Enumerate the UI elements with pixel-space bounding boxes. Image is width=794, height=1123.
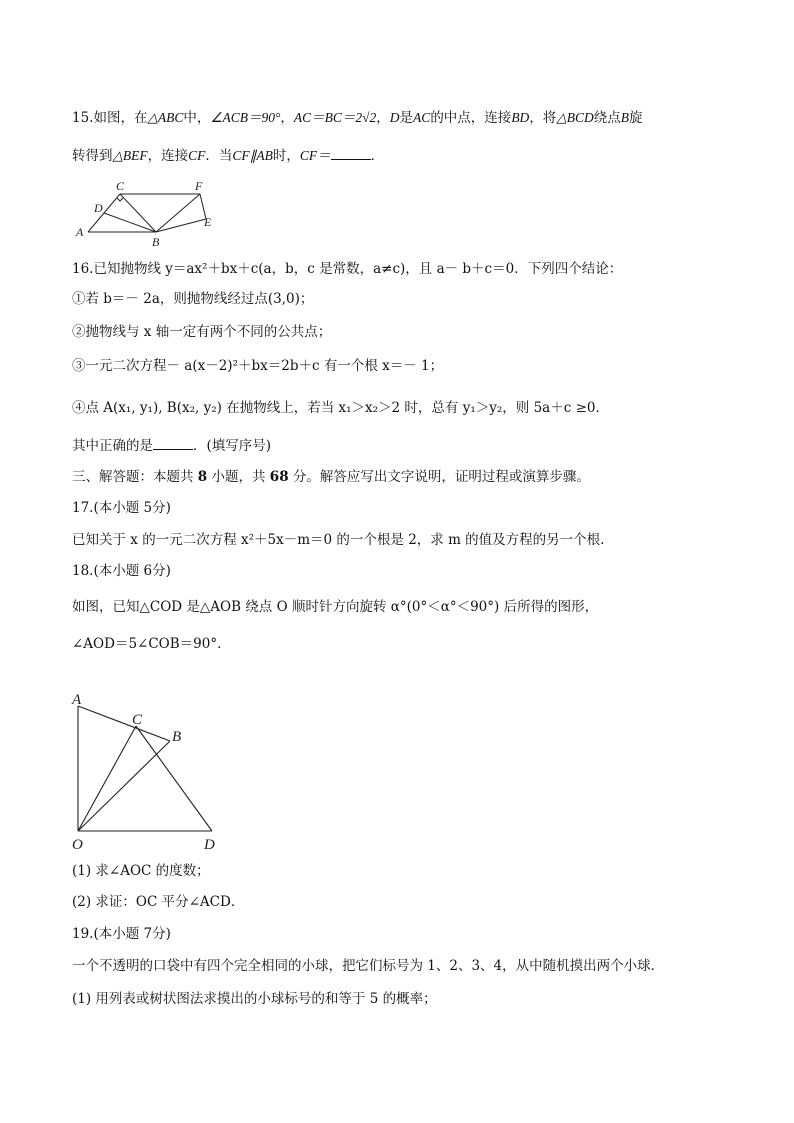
q16-item4: ④点 A(x₁, y₁), B(x₂, y₂) 在抛物线上，若当 x₁＞x₂＞2 时，总有 y₁＞y₂，则 5a＋c ≥0． [72,400,609,416]
segment-cb [120,194,156,232]
q15-line1: 15.如图，在△ABC中，∠ACB＝90°，AC＝BC＝2√2，D是AC的中点，连接BD，将△BCD绕点B旋 [72,110,643,126]
q19-body: 一个不透明的口袋中有四个完全相同的小球，把它们标号为 1、2、3、4，从中随机摸出两个小球． [72,958,665,974]
q18-body-line2: ∠AOD＝5∠COB＝90°． [72,636,231,652]
q16-item3: ③一元二次方程－ a(x－2)²＋bx＝2b＋c 有一个根 x＝－ 1； [72,358,444,374]
segment-ab [78,706,170,741]
segment-db [104,213,156,232]
q18-figure [66,686,226,854]
right-angle-mark [117,198,123,201]
label-a: A [72,692,82,708]
q16-item2: ②抛物线与 x 轴一定有两个不同的公共点； [72,324,332,340]
label-d: D [94,201,103,215]
q18-part2: (2) 求证：OC 平分∠ACD． [72,894,245,910]
label-a: A [76,225,84,239]
q16-item1: ①若 b＝－ 2a，则抛物线经过点(3,0)； [72,291,314,307]
label-f: F [195,179,203,193]
label-b: B [172,729,182,745]
section-3-heading: 三、解答题：本题共 8 小题，共 68 分。解答应写出文字说明，证明过程或演算步骤。 [72,469,590,485]
q17-body: 已知关于 x 的一元二次方程 x²＋5x－m＝0 的一个根是 2，求 m 的值及方程的另一个根. [72,532,605,548]
q15-number: 15. [72,110,94,126]
q16-answer-line: 其中正确的是 ．(填写序号) [72,438,272,454]
q19-heading: 19.(本小题 7分) [72,926,171,942]
label-d: D [204,837,215,853]
segment-oc [78,726,136,831]
q17-heading: 17.(本小题 5分) [72,500,171,516]
label-c: C [116,179,125,193]
q18-part1: (1) 求∠AOC 的度数； [72,863,210,879]
label-e: E [204,215,212,229]
q18-body-line1: 如图，已知△COD 是△AOB 绕点 O 顺时针方向旋转 α°(0°＜α°＜90°) 后所得的图形， [72,599,599,615]
q15-figure [72,176,222,248]
q15-line2: 转得到△BEF，连接CF．当CF∥AB时，CF＝ ． [72,148,385,164]
answer-blank [331,147,371,160]
q16-line1: 16.已知抛物线 y＝ax²＋bx＋c(a，b，c 是常数，a≠c)，且 a－ b＋c＝0．下列四个结论： [72,261,623,277]
q19-part1: (1) 用列表或树状图法求摸出的小球标号的和等于 5 的概率； [72,991,437,1007]
answer-blank [153,437,193,450]
q18-heading: 18.(本小题 6分) [72,563,171,579]
label-o: O [72,837,83,853]
label-b: B [152,235,160,248]
label-c: C [132,712,143,728]
